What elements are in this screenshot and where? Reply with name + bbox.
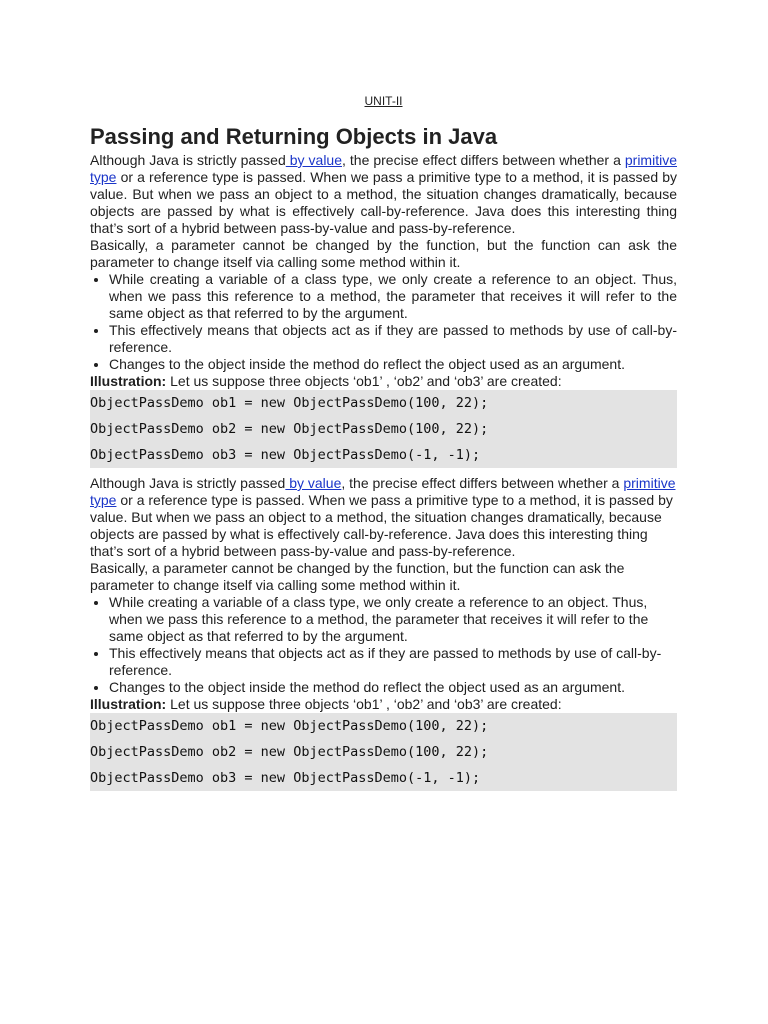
intro-text-c: or a reference type is passed. When we pass a primitive type to a method, it is passed by value. But when we pass an object to a method, the situation changes dramatically, because objects are passed by what is effectively call-by-reference. Java does this interesting thing that’s sort of a hybrid between pass-by-value and pass-by-reference. xyxy=(90,492,673,559)
intro-text-b: , the precise effect differs between whether a xyxy=(342,152,625,168)
code-line: ObjectPassDemo ob1 = new ObjectPassDemo(100, 22); xyxy=(90,395,489,411)
by-value-link[interactable]: by value xyxy=(285,475,342,491)
code-line: ObjectPassDemo ob1 = new ObjectPassDemo(100, 22); xyxy=(90,718,489,734)
illustration-label: Illustration: xyxy=(90,696,167,712)
code-block xyxy=(90,713,677,791)
by-value-link[interactable]: by value xyxy=(285,152,343,168)
code-line: ObjectPassDemo ob2 = new ObjectPassDemo(100, 22); xyxy=(90,744,489,760)
list-item: • Changes to the object inside the method do reflect the object used as an argument. xyxy=(109,356,677,373)
intro-paragraph xyxy=(90,475,677,560)
illustration-line xyxy=(90,696,677,713)
code-line: ObjectPassDemo ob3 = new ObjectPassDemo(-1, -1); xyxy=(90,447,481,463)
primitive-type-link[interactable]: primitive type xyxy=(90,475,676,508)
intro-text-b: , the precise effect differs between whether a xyxy=(341,475,624,491)
document-page xyxy=(90,92,677,791)
illustration-text: Let us suppose three objects ‘ob1’ , ‘ob2’ and ‘ob3’ are created: xyxy=(166,373,562,389)
section-gap xyxy=(90,468,677,475)
code-line: ObjectPassDemo ob3 = new ObjectPassDemo(-1, -1); xyxy=(90,770,481,786)
illustration-line xyxy=(90,373,677,390)
bullet-list xyxy=(90,271,677,373)
code-line: ObjectPassDemo ob2 = new ObjectPassDemo(100, 22); xyxy=(90,421,489,437)
list-item: • While creating a variable of a class type, we only create a reference to an object. Thus, when we pass this reference to a method, the parameter that receives it will refer to the same object as that referred to by the argument. xyxy=(109,594,677,645)
section-2 xyxy=(90,475,677,791)
bullet-list xyxy=(90,594,677,696)
list-item: • This effectively means that objects act as if they are passed to methods by use of call-by-reference. xyxy=(109,645,677,679)
section-1 xyxy=(90,152,677,468)
list-item: • This effectively means that objects act as if they are passed to methods by use of call-by-reference. xyxy=(109,322,677,356)
intro-text-c: or a reference type is passed. When we pass a primitive type to a method, it is passed by value. But when we pass an object to a method, the situation changes dramatically, because objects are passed by what is effectively call-by-reference. Java does this interesting thing that’s sort of a hybrid between pass-by-value and pass-by-reference. xyxy=(90,169,677,236)
intro-text-a: Although Java is strictly passed xyxy=(90,475,286,491)
intro-text-a: Although Java is strictly passed xyxy=(90,152,286,168)
page-title: Passing and Returning Objects in Java xyxy=(90,124,498,149)
list-item: • While creating a variable of a class type, we only create a reference to an object. Thus, when we pass this reference to a method, the parameter that receives it will refer to the same object as that referred to by the argument. xyxy=(109,271,677,322)
illustration-text: Let us suppose three objects ‘ob1’ , ‘ob2’ and ‘ob3’ are created: xyxy=(166,696,562,712)
code-block xyxy=(90,390,677,468)
illustration-label: Illustration: xyxy=(90,373,167,389)
basically-paragraph: Basically, a parameter cannot be changed by the function, but the function can ask the parameter to change itself via calling some method within it. xyxy=(90,237,677,270)
basically-paragraph: Basically, a parameter cannot be changed by the function, but the function can ask the parameter to change itself via calling some method within it. xyxy=(90,560,625,593)
intro-paragraph xyxy=(90,152,677,237)
list-item: • Changes to the object inside the method do reflect the object used as an argument. xyxy=(109,679,677,696)
primitive-type-link[interactable]: primitive type xyxy=(90,152,677,185)
unit-label: UNIT-II xyxy=(364,94,403,108)
